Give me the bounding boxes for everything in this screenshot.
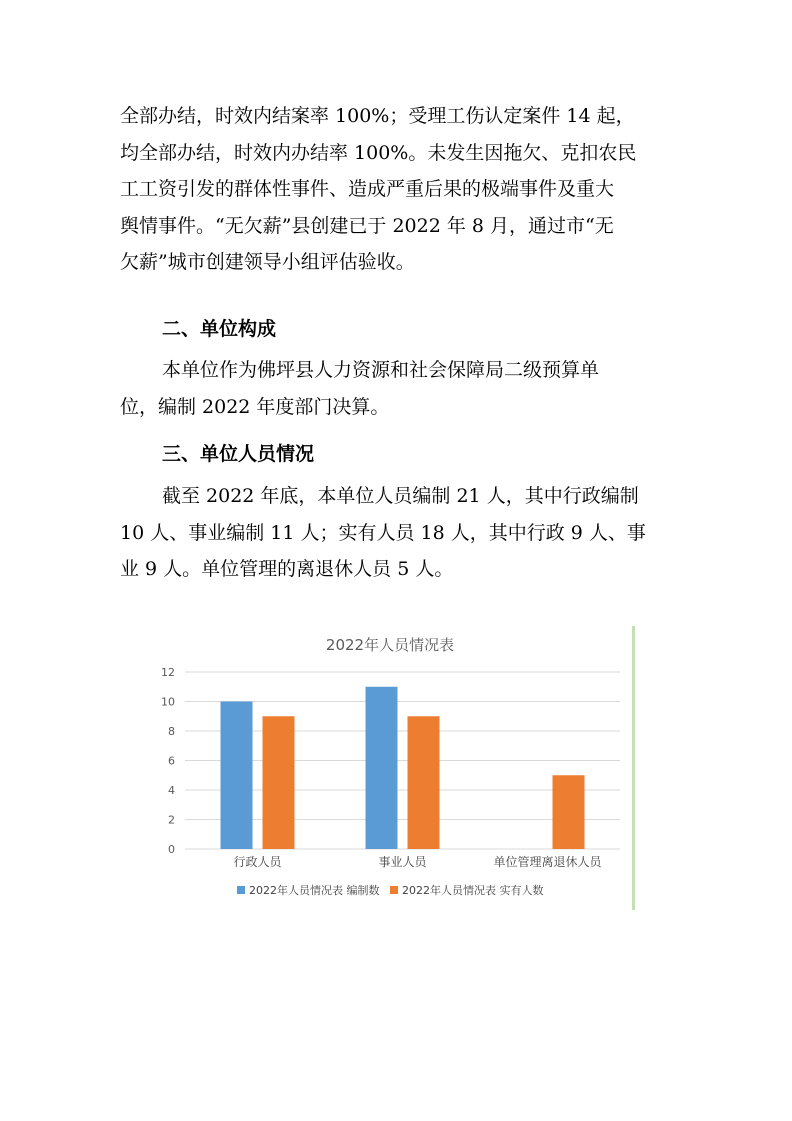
section-heading-staff: 三、单位人员情况 [162,443,315,465]
y-tick-label: 2 [168,813,175,827]
staff-chart [155,624,635,914]
y-tick-label: 4 [168,784,175,797]
bar-actual-1 [408,716,440,849]
text-line: 全部办结，时效内结案率 100%；受理工伤认定案件 14 起， [120,105,635,127]
text-line: 工工资引发的群体性事件、造成严重后果的极端事件及重大 [120,178,615,200]
y-tick-label: 10 [161,695,175,709]
chart-title: 2022年人员情况表 [325,636,455,654]
text-line: 舆情事件。“无欠薪”县创建已于 2022 年 8 月，通过市“无 [120,214,614,237]
chart-y-ticks [161,666,175,856]
y-tick-label: 0 [168,843,175,856]
bar-budgeted-0 [221,702,253,850]
legend-label: 2022年人员情况表 实有人数 [402,884,544,897]
chart-bars [221,687,585,849]
legend-swatch [390,886,398,894]
decorative-border [632,626,635,910]
x-tick-label: 事业人员 [378,855,427,869]
y-tick-label: 8 [168,725,175,738]
text-line: 业 9 人。单位管理的离退休人员 5 人。 [120,558,454,580]
chart-x-labels [233,854,602,869]
y-tick-label: 6 [168,754,175,768]
x-tick-label: 行政人员 [233,855,282,869]
chart-svg [155,624,635,914]
text-line: 本单位作为佛坪县人力资源和社会保障局二级预算单 [162,359,600,381]
section-heading-unit-structure: 二、单位构成 [162,318,277,340]
text-line: 均全部办结，时效内办结率 100%。未发生因拖欠、克扣农民 [120,141,637,164]
x-tick-label: 单位管理离退休人员 [493,855,602,869]
text-line: 位，编制 2022 年度部门决算。 [120,395,390,418]
paragraph-3 [120,478,672,588]
chart-legend [237,883,544,897]
bar-actual-2 [553,775,585,849]
paragraph-1 [120,98,672,281]
legend-label: 2022年人员情况表 编制数 [249,884,380,897]
text-line: 10 人、事业编制 11 人；实有人员 18 人，其中行政 9 人、事 [120,521,646,544]
text-line: 欠薪”城市创建领导小组评估验收。 [120,251,415,273]
text-line: 截至 2022 年底，本单位人员编制 21 人，其中行政编制 [162,485,639,507]
bar-budgeted-1 [366,687,398,849]
paragraph-2 [120,352,672,425]
bar-actual-0 [263,716,295,849]
y-tick-label: 12 [161,666,175,679]
legend-swatch [237,886,245,894]
